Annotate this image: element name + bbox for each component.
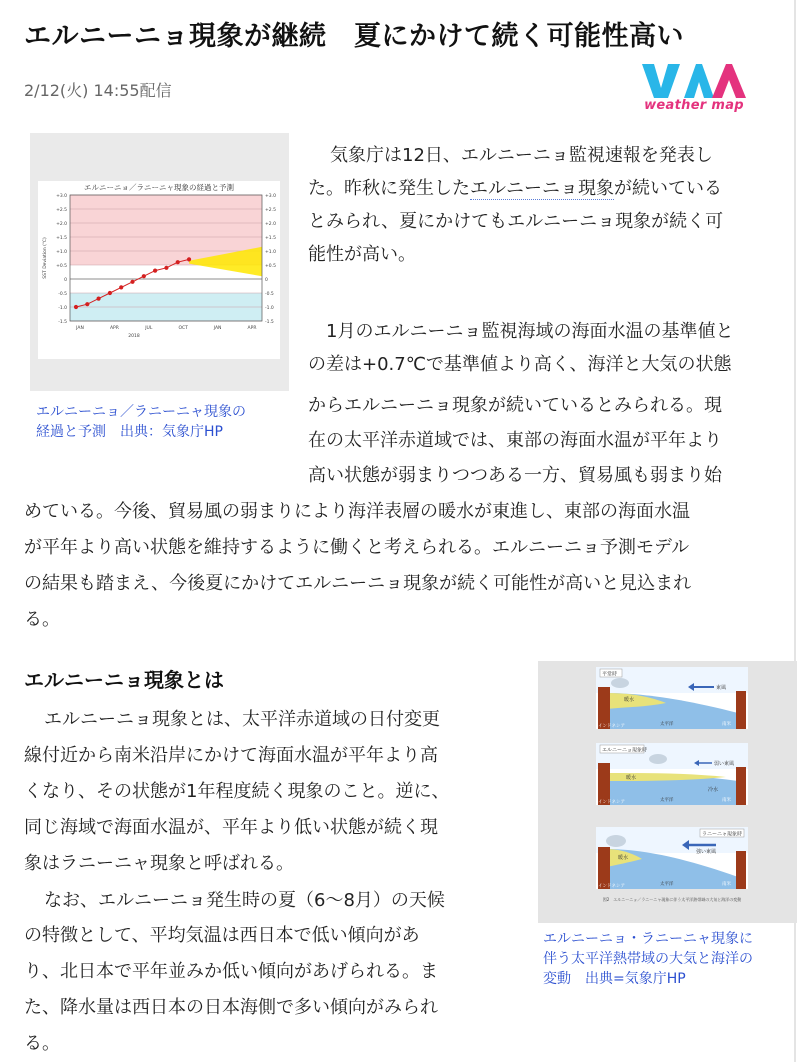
enso-chart [38,181,280,359]
x-tick-label: OCT [178,326,188,331]
para1-line: 気象庁は12日、エルニーニョ監視速報を発表し [330,145,713,166]
svg-text:インドネシア: インドネシア [598,884,625,889]
observed-point [187,257,191,261]
y-tick-label: +1.5 [56,236,67,241]
y-tick-label: +0.5 [56,264,67,269]
para4-line: た、降水量は西日本の日本海側で多い傾向がみられ [24,997,438,1018]
svg-text:インドネシア: インドネシア [598,800,625,805]
x-tick-label: APR [247,326,257,331]
y-tick-label-right: -1.0 [265,306,274,311]
y-tick-label-right: +2.5 [265,208,276,213]
svg-text:平常時: 平常時 [602,671,618,678]
svg-text:冷水: 冷水 [708,787,719,793]
para2-line: 在の太平洋赤道域では、東部の海面水温が平年より [308,430,722,451]
y-tick-label-right: +0.5 [265,264,276,269]
para4-line: の特徴として、平均気温は西日本で低い傾向があ [24,925,420,946]
diagram-panel-elnino [596,743,748,805]
para4-line: り、北日本で平年並みか低い傾向があげられる。ま [24,961,438,982]
figure2-caption-line: 伴う太平洋熱帯域の大気と海洋の [543,951,753,967]
para2-line: の結果も踏まえ、今後夏にかけてエルニーニョ現象が続く可能性が高いと見込まれ [24,573,692,594]
para3-line: くなり、その状態が1年程度続く現象のこと。逆に、 [24,781,450,802]
y-tick-label-right: +1.5 [265,236,276,241]
enso-chart-figure[interactable] [30,133,289,391]
weather-map-logo[interactable] [640,62,748,116]
wm-logo-mark-icon [640,62,748,100]
publish-date: 2/12(火) 14:55配信 [24,81,172,100]
svg-text:東風: 東風 [716,685,727,691]
glossary-link[interactable]: エルニーニョ現象 [470,178,614,199]
svg-text:弱い東風: 弱い東風 [714,761,735,767]
para4-line: る。 [24,1033,60,1054]
x-tick-label: JUL [145,326,153,331]
figure1-caption-line: 経過と予測 出典：気象庁HP [36,424,223,440]
para2-line: 1月のエルニーニョ監視海域の海面水温の基準値と [326,321,734,342]
observed-point [164,266,168,270]
para3-line: 線付近から南米沿岸にかけて海面水温が平年より高 [24,745,438,766]
y-axis-label: SST Deviation (℃) [43,237,48,279]
para2-line: が平年より高い状態を維持するように働くと考えられる。エルニーニョ予測モデル [24,537,690,558]
observed-point [85,302,89,306]
para1-text: た。昨秋に発生した [308,178,470,199]
svg-text:強い東風: 強い東風 [696,849,717,855]
y-tick-label-right: +2.0 [265,222,276,227]
para2-line: る。 [24,609,60,630]
y-tick-label: -1.0 [58,306,67,311]
y-tick-label-right: +1.0 [265,250,276,255]
y-tick-label: +2.5 [56,208,67,213]
para1-line [308,175,722,203]
svg-text:ラニーニャ現象時: ラニーニャ現象時 [702,831,743,838]
para3-line: エルニーニョ現象とは、太平洋赤道域の日付変更 [44,709,440,730]
svg-text:太平洋: 太平洋 [660,798,674,803]
y-tick-label-right: 0 [265,278,268,283]
y-tick-label: 0 [64,278,67,283]
observed-point [108,291,112,295]
para1-line: とみられ、夏にかけてもエルニーニョ現象が続く可 [308,211,724,232]
observed-point [97,297,101,301]
observed-point [130,280,134,284]
para4-line: なお、エルニーニョ発生時の夏（6～8月）の天候 [44,890,445,911]
para1-text: が続いている [614,178,722,199]
x-tick-label: JAN [76,326,84,331]
svg-text:南米: 南米 [722,798,731,803]
para1-line: 能性が高い。 [308,244,416,265]
svg-text:太平洋: 太平洋 [660,882,674,887]
y-tick-label: +1.0 [56,250,67,255]
figure1-caption[interactable] [36,402,286,442]
y-tick-label-right: -1.5 [265,320,274,325]
svg-text:南米: 南米 [722,722,731,727]
svg-text:暖水: 暖水 [618,855,629,861]
svg-text:暖水: 暖水 [626,775,637,781]
article-title: エルニーニョ現象が継続 夏にかけて続く可能性高い [24,21,684,52]
observed-point [176,260,180,264]
para2-line: からエルニーニョ現象が続いているとみられる。現 [308,395,722,416]
svg-text:エルニーニョ現象時: エルニーニョ現象時 [602,747,648,754]
x-tick-label: APR [109,326,119,331]
observed-point [142,274,146,278]
chart-title: エルニーニョ／ラニーニャ現象の経過と予測 [84,183,234,192]
figure2-caption[interactable] [543,929,793,989]
y-tick-label: -0.5 [58,292,67,297]
para2-line: 高い状態が弱まりつつある一方、貿易風も弱まり始 [308,465,722,486]
x-tick-label: JAN [213,326,222,331]
section-heading: エルニーニョ現象とは [24,668,224,692]
svg-text:南米: 南米 [722,882,731,887]
figure2-caption-line: 変動 出典=気象庁HP [543,971,686,987]
svg-text:太平洋: 太平洋 [660,722,674,727]
diagram-footnote: 図2 エルニーニョ／ラニーニャ現象に伴う太平洋熱帯域の大気と海洋の変動 [602,897,742,902]
y-tick-label: +2.0 [56,222,67,227]
y-tick-label-right: +3.0 [265,194,276,199]
observed-point [119,285,123,289]
para3-line: 象はラニーニャ現象と呼ばれる。 [24,853,294,874]
diagram-panel-lanina [596,827,748,889]
observed-point [74,305,78,309]
observed-point [153,269,157,273]
y-tick-label: -1.5 [58,320,67,325]
diagram-panel-normal [596,667,748,729]
y-tick-label-right: -0.5 [265,292,274,297]
y-tick-label: +3.0 [56,194,67,199]
svg-text:インドネシア: インドネシア [598,724,625,729]
para3-line: 同じ海域で海面水温が、平年より低い状態が続く現 [24,817,438,838]
para2-line: めている。今後、貿易風の弱まりにより海洋表層の暖水が東進し、東部の海面水温 [24,501,690,522]
x-year-label: 2018 [128,334,140,339]
figure1-caption-line: エルニーニョ／ラニーニャ現象の [36,404,246,420]
svg-text:暖水: 暖水 [624,697,635,703]
para2-line: の差は+0.7℃で基準値より高く、海洋と大気の状態 [308,354,732,375]
logo-wordmark: weather map [644,98,744,113]
pacific-diagram-figure[interactable] [538,661,797,923]
figure2-caption-line: エルニーニョ・ラニーニャ現象に [543,931,753,947]
